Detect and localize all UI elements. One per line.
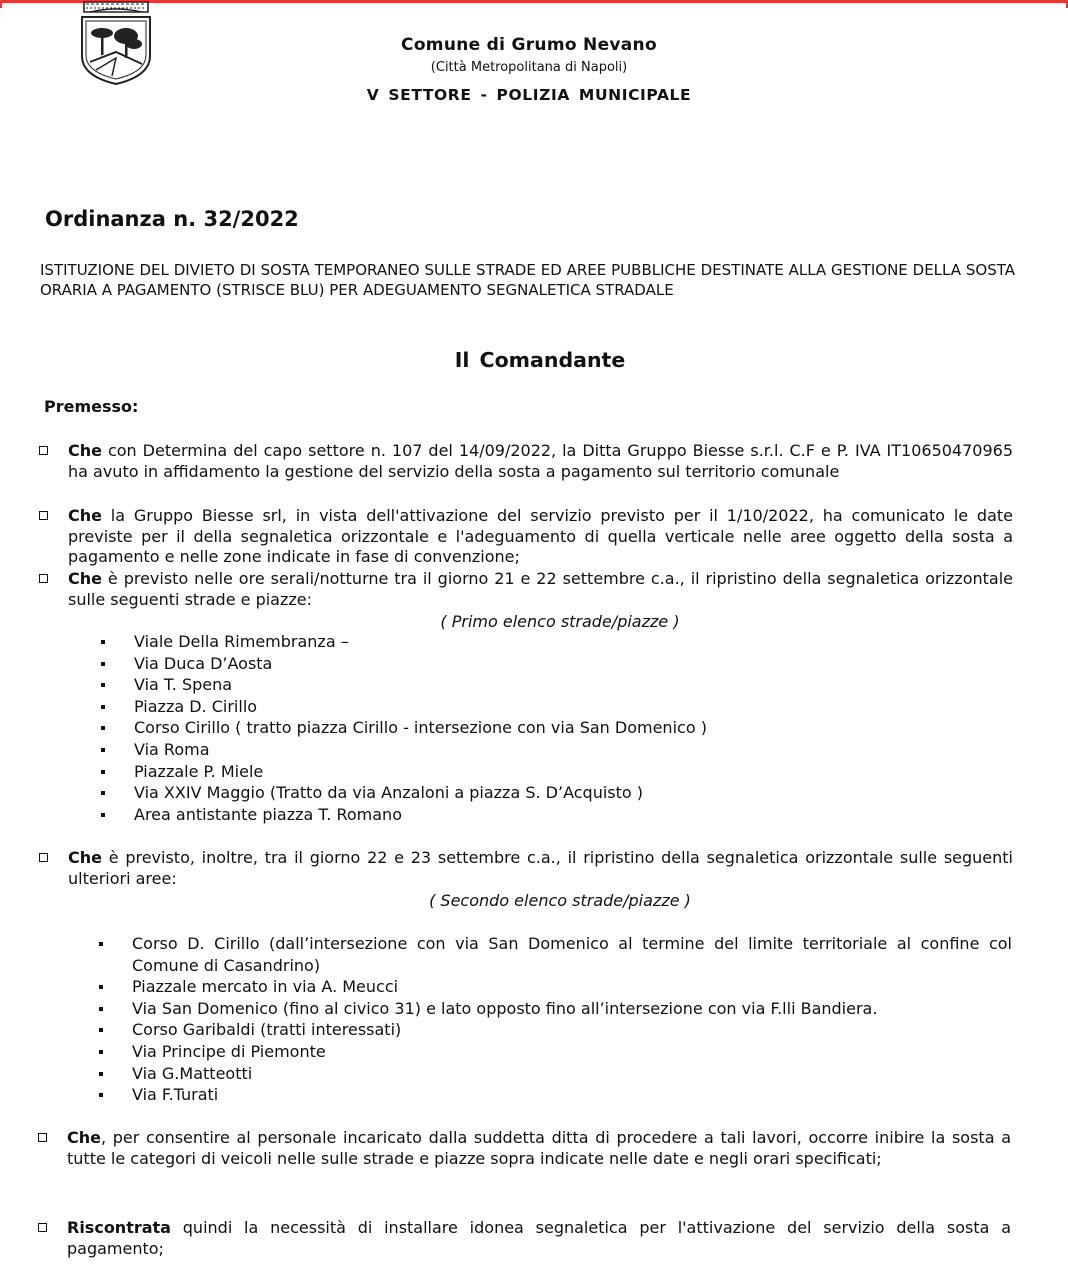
metropolitan-city: (Città Metropolitana di Napoli): [430, 60, 628, 75]
ordinance-title: Ordinanza n. 32/2022: [45, 207, 299, 231]
checkbox-bullet-icon: [38, 1223, 47, 1232]
first-street-list: [101, 631, 1001, 825]
clause-paragraph: [68, 848, 1013, 889]
list-item: Via G.Matteotti: [99, 1063, 1012, 1085]
clause-paragraph: [67, 1128, 1011, 1169]
checkbox-bullet-icon: [39, 574, 48, 583]
clause-keyword: Che: [67, 1128, 101, 1147]
checkbox-bullet-icon: [39, 511, 48, 520]
clause-keyword: Che: [68, 506, 102, 525]
clause-text: quindi la necessità di installare idonea segnaletica per l'attivazione del servizio della sosta a pagamento;: [67, 1218, 1011, 1258]
list-item: Piazzale P. Miele: [101, 761, 1001, 783]
list-item: Via Roma: [101, 739, 1001, 761]
department-name: V SETTORE - POLIZIA MUNICIPALE: [366, 86, 692, 104]
ordinance-subject: ISTITUZIONE DEL DIVIETO DI SOSTA TEMPORANEO SULLE STRADE ED AREE PUBBLICHE DESTINATE ALLA GESTIONE DELLA SOSTA ORARIA A PAGAMENTO (STRISCE BLU) PER ADEGUAMENTO SEGNALETICA STRADALE: [40, 261, 1015, 299]
clause-text: , per consentire al personale incaricato dalla suddetta ditta di procedere a tali lavori, occorre inibire la sosta a tutte le categori di veicoli nelle sulle strade e piazze sopra indicate nelle date e negli orari specificati;: [67, 1128, 1011, 1168]
clause-keyword: Riscontrata: [67, 1218, 171, 1237]
list-item: Via Duca D’Aosta: [101, 653, 1001, 675]
second-list-heading: ( Secondo elenco strade/piazze ): [429, 891, 691, 910]
clause-text: è previsto, inoltre, tra il giorno 22 e 23 settembre c.a., il ripristino della segnaletica orizzontale sulle seguenti ulteriori aree:: [68, 848, 1013, 888]
section-heading-comandante: Il Comandante: [454, 348, 626, 372]
list-item: Viale Della Rimembranza –: [101, 631, 1001, 653]
list-item: Piazzale mercato in via A. Meucci: [99, 976, 1012, 998]
page-top-border: [0, 0, 1068, 6]
clause-paragraph: [67, 1218, 1011, 1259]
clause-text: è previsto nelle ore serali/notturne tra il giorno 21 e 22 settembre c.a., il ripristino della segnaletica orizzontale sulle seguenti strade e piazze:: [68, 569, 1013, 609]
checkbox-bullet-icon: [39, 853, 48, 862]
second-street-list: [99, 933, 1012, 1106]
list-item: Via T. Spena: [101, 674, 1001, 696]
list-item: Via Principe di Piemonte: [99, 1041, 1012, 1063]
list-item: Area antistante piazza T. Romano: [101, 804, 1001, 826]
clause-text: la Gruppo Biesse srl, in vista dell'attivazione del servizio previsto per il 1/10/2022, ha comunicato le date previste per il della segnaletica orizzontale e l'adeguamento di quella verticale nelle aree oggetto della sosta a pagamento e nelle zone indicate in fase di convenzione;: [68, 506, 1013, 566]
list-item: Corso Cirillo ( tratto piazza Cirillo - intersezione con via San Domenico ): [101, 717, 1001, 739]
clause-paragraph: [68, 569, 1013, 610]
list-item: Via XXIV Maggio (Tratto da via Anzaloni a piazza S. D’Acquisto ): [101, 782, 1001, 804]
clause-paragraph: [68, 506, 1013, 568]
clause-paragraph: [68, 441, 1013, 482]
municipality-name: Comune di Grumo Nevano: [401, 35, 657, 55]
clause-text: con Determina del capo settore n. 107 del 14/09/2022, la Ditta Gruppo Biesse s.r.l. C.F e P. IVA IT10650470965 ha avuto in affidamento la gestione del servizio della sosta a pagamento sul territorio comunale: [68, 441, 1013, 481]
list-item: Corso D. Cirillo (dall’intersezione con via San Domenico al termine del limite territoriale al confine col Comune di Casandrino): [99, 933, 1012, 976]
list-item: Via San Domenico (fino al civico 31) e lato opposto fino all’intersezione con via F.lli Bandiera.: [99, 998, 1012, 1020]
clause-keyword: Che: [68, 441, 102, 460]
premesso-label: Premesso:: [44, 397, 139, 416]
municipal-coat-of-arms-icon: [76, 0, 156, 86]
checkbox-bullet-icon: [38, 1133, 47, 1142]
list-item: Via F.Turati: [99, 1084, 1012, 1106]
list-item: Piazza D. Cirillo: [101, 696, 1001, 718]
list-item: Corso Garibaldi (tratti interessati): [99, 1019, 1012, 1041]
checkbox-bullet-icon: [39, 446, 48, 455]
clause-keyword: Che: [68, 569, 102, 588]
clause-keyword: Che: [68, 848, 102, 867]
first-list-heading: ( Primo elenco strade/piazze ): [440, 612, 680, 631]
